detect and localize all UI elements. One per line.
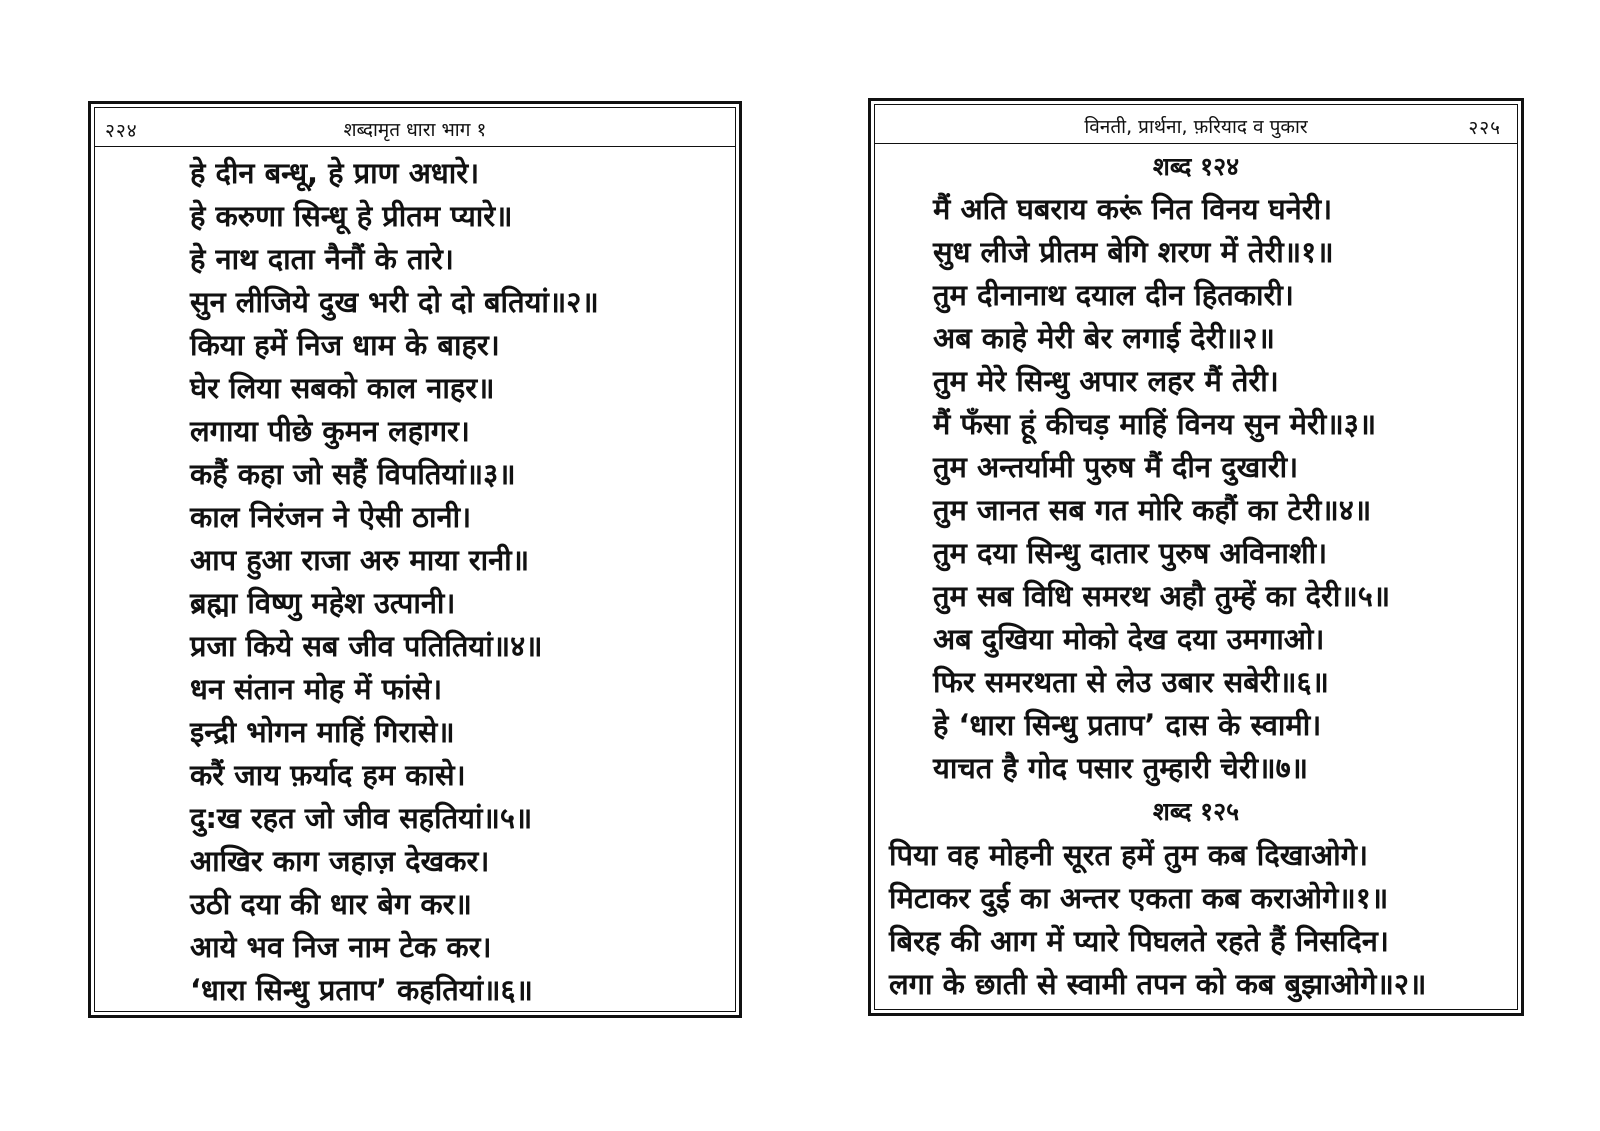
verse-line: सुध लीजे प्रीतम बेगि शरण में तेरी॥१॥ [933, 235, 1334, 269]
left-page-header [95, 108, 735, 147]
verse-line: मिटाकर दुई का अन्तर एकता कब कराओगे॥१॥ [889, 881, 1389, 915]
verse-line: ब्रह्मा विष्णु महेश उत्पानी। [190, 586, 456, 620]
shabd-124-heading: शब्द १२४ [1152, 152, 1240, 181]
verse-line: सुन लीजिये दुख भरी दो दो बतियां॥२॥ [190, 285, 599, 319]
left-page-number: २२४ [105, 120, 138, 142]
verse-line: काल निरंजन ने ऐसी ठानी। [190, 500, 472, 534]
verse-line: आये भव निज नाम टेक कर। [190, 930, 492, 964]
right-page-header-title: विनती, प्रार्थना, फ़रियाद व पुकार [1084, 116, 1308, 138]
verse-line: आखिर काग जहाज़ देखकर। [190, 844, 490, 878]
verse-line: फिर समरथता से लेउ उबार सबेरी॥६॥ [933, 665, 1329, 699]
verse-line: इन्द्री भोगन माहिं गिरासे॥ [190, 715, 455, 749]
left-page-inner-border [94, 107, 736, 1012]
verse-line: उठी दया की धार बेग कर॥ [190, 887, 472, 921]
verse-line: मैं फँसा हूं कीचड़ माहिं विनय सुन मेरी॥३॥ [933, 407, 1377, 441]
verse-line: लगाया पीछे कुमन लहागर। [190, 414, 470, 448]
verse-line: अब दुखिया मोको देख दया उमगाओ। [933, 622, 1325, 656]
right-page-header [875, 105, 1517, 144]
verse-line: तुम अन्तर्यामी पुरुष मैं दीन दुखारी। [933, 450, 1299, 484]
verse-line: हे नाथ दाता नैनौं के तारे। [190, 242, 454, 276]
verse-line: तुम दया सिन्धु दातार पुरुष अविनाशी। [933, 536, 1328, 570]
shabd-125-heading: शब्द १२५ [1152, 797, 1240, 826]
verse-line: करैं जाय फ़र्याद हम कासे। [190, 758, 466, 792]
verse-line: तुम जानत सब गत मोरि कहौं का टेरी॥४॥ [933, 493, 1372, 527]
verse-line: दु:ख रहत जो जीव सहतियां॥५॥ [190, 801, 533, 835]
left-page-body [95, 148, 735, 1011]
verse-line: किया हमें निज धाम के बाहर। [190, 328, 500, 362]
verse-line: तुम सब विधि समरथ अहौ तुम्हें का देरी॥५॥ [933, 579, 1391, 613]
verse-line: बिरह की आग में प्यारे पिघलते रहते हैं निसदिन। [889, 924, 1389, 958]
verse-line: याचत है गोद पसार तुम्हारी चेरी॥७॥ [933, 751, 1309, 785]
verse-line: हे ‘धारा सिन्धु प्रताप’ दास के स्वामी। [933, 708, 1322, 742]
verse-line: तुम दीनानाथ दयाल दीन हितकारी। [933, 278, 1294, 312]
verse-line: प्रजा किये सब जीव पतितियां॥४॥ [190, 629, 543, 663]
verse-line: अब काहे मेरी बेर लगाई देरी॥२॥ [933, 321, 1275, 355]
verse-line: आप हुआ राजा अरु माया रानी॥ [190, 543, 530, 577]
right-page-body [875, 145, 1517, 1009]
verse-line: धन संतान मोह में फांसे। [190, 672, 443, 706]
right-page-number: २२५ [1468, 117, 1501, 139]
right-page [868, 98, 1524, 1016]
verse-line: कहैं कहा जो सहैं विपतियां॥३॥ [190, 457, 516, 491]
verse-line: हे दीन बन्धू, हे प्राण अधारे। [190, 156, 480, 190]
verse-line: ‘धारा सिन्धु प्रताप’ कहतियां॥६॥ [190, 973, 533, 1007]
verse-line: मैं अति घबराय करूं नित विनय घनेरी। [933, 192, 1333, 226]
verse-line: हे करुणा सिन्धू हे प्रीतम प्यारे॥ [190, 199, 513, 233]
verse-line: लगा के छाती से स्वामी तपन को कब बुझाओगे॥२॥ [889, 967, 1427, 1001]
verse-line: पिया वह मोहनी सूरत हमें तुम कब दिखाओगे। [889, 838, 1368, 872]
verse-line: तुम मेरे सिन्धु अपार लहर मैं तेरी। [933, 364, 1279, 398]
left-page-header-title: शब्दामृत धारा भाग १ [343, 119, 487, 141]
verse-line: घेर लिया सबको काल नाहर॥ [190, 371, 495, 405]
left-page [88, 101, 742, 1018]
right-page-inner-border [874, 104, 1518, 1010]
